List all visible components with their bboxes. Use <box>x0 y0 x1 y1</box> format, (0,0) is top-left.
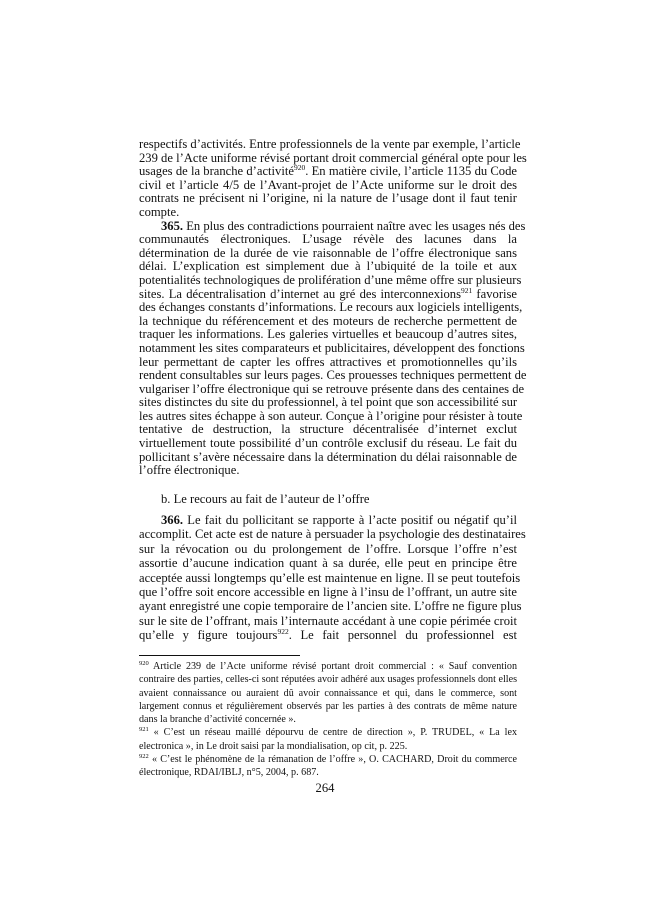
footnote-ref: 921 <box>461 285 473 295</box>
footnote-line <box>139 673 517 686</box>
text-run: sites distinctes du site du professionnel, à tel point que son accessibilité sur <box>139 395 518 410</box>
text-run: civil et l’article 4/5 de l’Avant-projet de l’Acte uniforme sur le droit des <box>139 177 517 192</box>
text-run: contraire des parties, celles-ci sont réputées avoir adhéré aux usages professionnels dont elles <box>139 674 517 686</box>
text-run: sites. La décentralisation d’internet au gré des interconnexions <box>139 286 461 301</box>
text-line <box>139 451 517 465</box>
text-line <box>139 233 517 247</box>
text-run: Le fait du pollicitant se rapporte à l’acte positif ou négatif qu’il <box>183 513 517 527</box>
text-line <box>139 192 517 206</box>
footnote-line <box>139 660 517 673</box>
section-heading <box>139 493 517 507</box>
text-run: acceptée aussi longtemps qu’elle est maintenue en ligne. Il se peut toutefois <box>139 570 521 585</box>
text-run: favorise <box>472 286 517 301</box>
footnote-line <box>139 753 517 766</box>
footnote-ref: 922 <box>277 627 289 637</box>
text-run: communautés électroniques. L’usage révèle des lacunes dans la <box>139 232 517 247</box>
text-line <box>139 368 527 383</box>
text-run: délai. L’explication est simplement due à l’ubiquité de la toile et aux <box>139 259 517 274</box>
heading-line <box>139 493 517 507</box>
text-line <box>139 356 517 370</box>
footnote-line <box>139 700 517 713</box>
text-run: assortie d’aucune indication quant à sa durée, elle peut en principe être <box>139 556 517 571</box>
text-line <box>139 437 517 451</box>
footnote-ref: 922 <box>139 753 149 761</box>
text-run: les autres sites échappe à son auteur. Conçue à l’origine pour résister à toute <box>139 408 523 423</box>
text-run: rendent consultables sur leurs pages. Ces prouesses techniques permettent de <box>139 368 527 383</box>
text-line <box>139 513 517 527</box>
text-run: avaient connaissance ou auraient dû avoir connaissance et qui, dans le commerce, sont <box>139 687 517 699</box>
footnote-line <box>139 713 517 726</box>
text-run: électronique, RDAI/IBLJ, n°5, 2004, p. 687. <box>139 767 319 779</box>
text-run: traquer les informations. Les galeries virtuelles et beaucoup d’autres sites, <box>139 327 517 342</box>
text-line <box>139 527 526 542</box>
footnote-ref: 920 <box>139 660 149 667</box>
text-run: dans la branche d’activité concernée ». <box>139 714 296 726</box>
text-run: la technique du référencement et des moteurs de recherche permettent de <box>139 313 517 328</box>
text-run: sur la révocation ou du prolongement de l’offre. Lorsque l’offre n’est <box>139 541 517 556</box>
text-line <box>139 285 517 302</box>
text-run: largement connus et régulièrement observés par les parties à des contrats de même nature <box>139 700 517 712</box>
text-line <box>139 328 517 342</box>
text-line <box>139 570 521 585</box>
text-run: notamment les sites comparateurs et publicitaires, développent des fonctions <box>139 340 525 355</box>
text-line <box>139 300 523 315</box>
text-run: respectifs d’activités. Entre professionnels de la vente par exemple, l’article <box>139 137 521 151</box>
footnote-line <box>139 687 517 700</box>
text-line <box>139 628 517 642</box>
text-run: qu’elle y figure toujours <box>139 628 278 643</box>
text-line <box>139 464 517 478</box>
footnote-line <box>139 726 517 739</box>
text-run: En plus des contradictions pourraient naître avec les usages nés des <box>183 218 526 233</box>
footnote-line <box>139 740 517 753</box>
body-text-block <box>139 137 527 478</box>
text-run: tentative de destruction, la structure décentralisée d’internet exclut <box>139 422 517 437</box>
text-run: potentialités technologiques de prolifération d’une même offre sur plusieurs <box>139 272 522 287</box>
text-line <box>139 218 526 234</box>
text-run: Article 239 de l’Acte uniforme révisé portant droit commercial : « Sauf convention <box>148 661 517 672</box>
text-run: détermination de la durée de vie raisonnable de l’offre électronique sans <box>139 245 517 260</box>
text-run: sur le site de l’offrant, mais l’internaute accédant à une copie périmée croit <box>139 613 517 628</box>
text-line <box>139 179 517 193</box>
text-line <box>139 408 523 424</box>
body-text-block <box>139 513 526 643</box>
text-line <box>139 542 517 556</box>
text-line <box>139 165 517 179</box>
text-line <box>139 396 517 410</box>
text-run: accomplit. Cet acte est de nature à persuader la psychologie des destinataires <box>139 527 526 542</box>
text-line <box>139 599 522 614</box>
text-run: que l’offre soit encore accessible en ligne à l’insu de l’offrant, un autre site <box>139 584 517 599</box>
text-run: contrats ne précisent ni l’origine, ni la nature de l’usage dont il faut tenir <box>139 191 517 206</box>
text-line <box>139 381 525 397</box>
text-run: compte. <box>139 204 180 219</box>
text-run: vulgariser l’offre électronique qui se retrouve présente dans des centaines de <box>139 381 525 396</box>
text-run: leur permettant de capter les offres attractives et promotionnelles qu’ils <box>139 354 517 369</box>
text-line <box>139 556 517 570</box>
text-run: des échanges constants d’informations. Le recours aux logiciels intelligents, <box>139 300 523 315</box>
text-run: . Le fait personnel du professionnel est <box>288 628 517 643</box>
text-run: l’offre électronique. <box>139 463 240 478</box>
text-line <box>139 260 517 274</box>
paragraph-number: 365. <box>161 218 184 233</box>
text-line <box>139 340 525 356</box>
text-run: « C’est un réseau maillé dépourvu de centre de direction », P. TRUDEL, « La lex <box>148 727 517 739</box>
text-run: b. Le recours au fait de l’auteur de l’offre <box>161 492 370 506</box>
text-line <box>139 614 517 628</box>
footnote-separator <box>139 655 300 656</box>
text-run: . En matière civile, l’article 1135 du Code <box>305 164 517 179</box>
text-line <box>139 423 517 437</box>
text-run: 239 de l’Acte uniforme révisé portant droit commercial général opte pour les <box>139 150 527 165</box>
text-run: usages de la branche d’activité <box>139 164 294 179</box>
text-run: electronica », in Le droit saisi par la mondialisation, op cit, p. 225. <box>139 740 408 752</box>
footnote-ref: 921 <box>139 726 149 734</box>
text-line <box>139 585 517 599</box>
text-run: « C’est le phénomène de la rémanation de l’offre », O. CACHARD, Droit du commerce <box>148 754 517 766</box>
text-line <box>139 206 517 220</box>
page-number: 264 <box>315 781 335 795</box>
footnote-line <box>139 766 517 779</box>
text-run: pollicitant s’avère nécessaire dans la détermination du délai raisonnable de <box>139 449 517 464</box>
text-run: ayant enregistré une copie temporaire de l’ancien site. L’offre ne figure plus <box>139 599 522 614</box>
text-line <box>139 137 521 152</box>
text-line <box>139 247 517 261</box>
text-line <box>139 315 517 329</box>
footnotes <box>139 660 517 780</box>
paragraph-number: 366. <box>161 513 184 527</box>
footnote-ref: 920 <box>293 163 306 173</box>
text-run: virtuellement toute possibilité d’un contrôle exclusif du réseau. Le fait du <box>139 436 517 451</box>
